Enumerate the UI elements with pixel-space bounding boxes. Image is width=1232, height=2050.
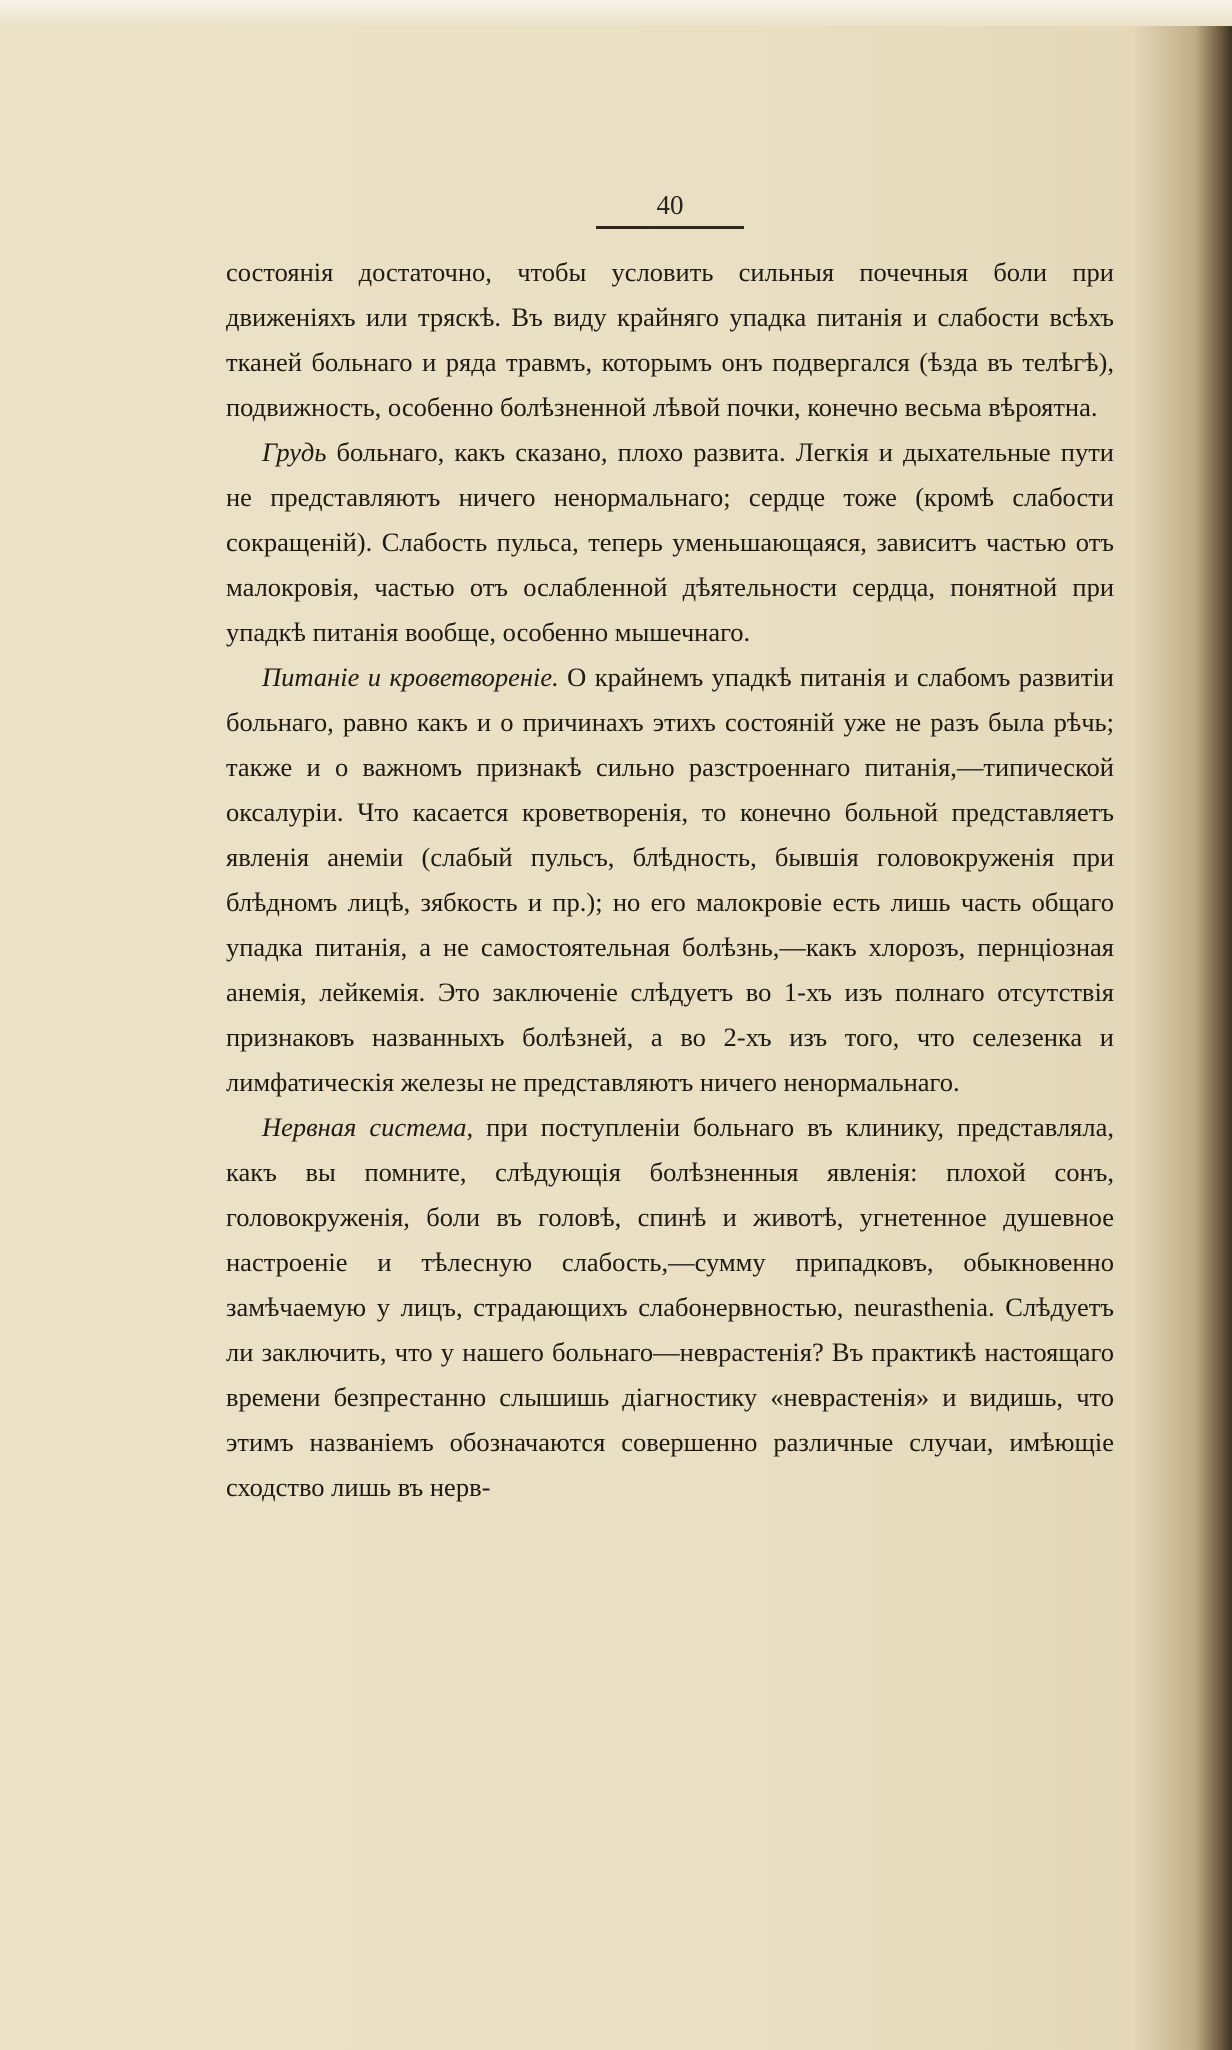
- paragraph-3-text: О крайнемъ упадкѣ питанія и слабомъ развитіи больнаго, равно какъ и о причинахъ этихъ состояній уже не разъ была рѣчь; также и о важномъ признакѣ сильно разстроеннаго питанія,—типической оксалуріи. Что касается кроветворенія, то конечно больной представляетъ явленія анеміи (слабый пульсъ, блѣдность, бывшія головокруженія при блѣдномъ лицѣ, зябкость и пр.); но его малокровіе есть лишь часть общаго упадка питанія, а не самостоятельная болѣзнь,—какъ хлорозъ, пернціозная анемія, лейкемія. Это заключеніе слѣдуетъ во 1-хъ изъ полнаго отсутствія признаковъ названныхъ болѣзней, а во 2-хъ изъ того, что селезенка и лимфатическія железы не представляютъ ничего ненормальнаго.: [226, 662, 1114, 1097]
- paragraph-2-text: больнаго, какъ сказано, плохо развита. Легкія и дыхательные пути не представляютъ ничего ненормальнаго; сердце тоже (кромѣ слабости сокращеній). Слабость пульса, теперь уменьшающаяся, зависитъ частью отъ малокровія, частью отъ ослабленной дѣятельности сердца, понятной при упадкѣ питанія вообще, особенно мышечнаго.: [226, 437, 1114, 647]
- paragraph-4-heading: Нервная система,: [262, 1112, 474, 1142]
- paragraph-2-heading: Грудь: [262, 437, 327, 467]
- paragraph-4: [226, 1105, 1114, 1510]
- page-number-rule: [596, 226, 744, 229]
- scan-top-edge: [0, 0, 1232, 26]
- paragraph-2: [226, 430, 1114, 655]
- paragraph-3-heading: Питаніе и кроветвореніе.: [262, 662, 559, 692]
- paragraph-3: [226, 655, 1114, 1105]
- body-text: [226, 250, 1114, 1510]
- paragraph-1-text: состоянія достаточно, чтобы условить сильныя почечныя боли при движеніяхъ или тряскѣ. Въ виду крайняго упадка питанія и слабости всѣхъ тканей больнаго и ряда травмъ, которымъ онъ подвергался (ѣзда въ телѣгѣ), подвижность, особенно болѣзненной лѣвой почки, конечно весьма вѣроятна.: [226, 257, 1114, 422]
- paragraph-4-text: при поступленіи больнаго въ клинику, представляла, какъ вы помните, слѣдующія болѣзненныя явленія: плохой сонъ, головокруженія, боли въ головѣ, спинѣ и животѣ, угнетенное душевное настроеніе и тѣлесную слабость,—сумму припадковъ, обыкновенно замѣчаемую у лицъ, страдающихъ слабонервностью, neurasthenia. Слѣдуетъ ли заключить, что у нашего больнаго—неврастенія? Въ практикѣ настоящаго времени безпрестанно слышишь діагностику «неврастенія» и видишь, что этимъ названіемъ обозначаются совершенно различные случаи, имѣющіе сходство лишь въ нерв-: [226, 1112, 1114, 1502]
- page-number: 40: [656, 190, 684, 220]
- paragraph-1: [226, 250, 1114, 430]
